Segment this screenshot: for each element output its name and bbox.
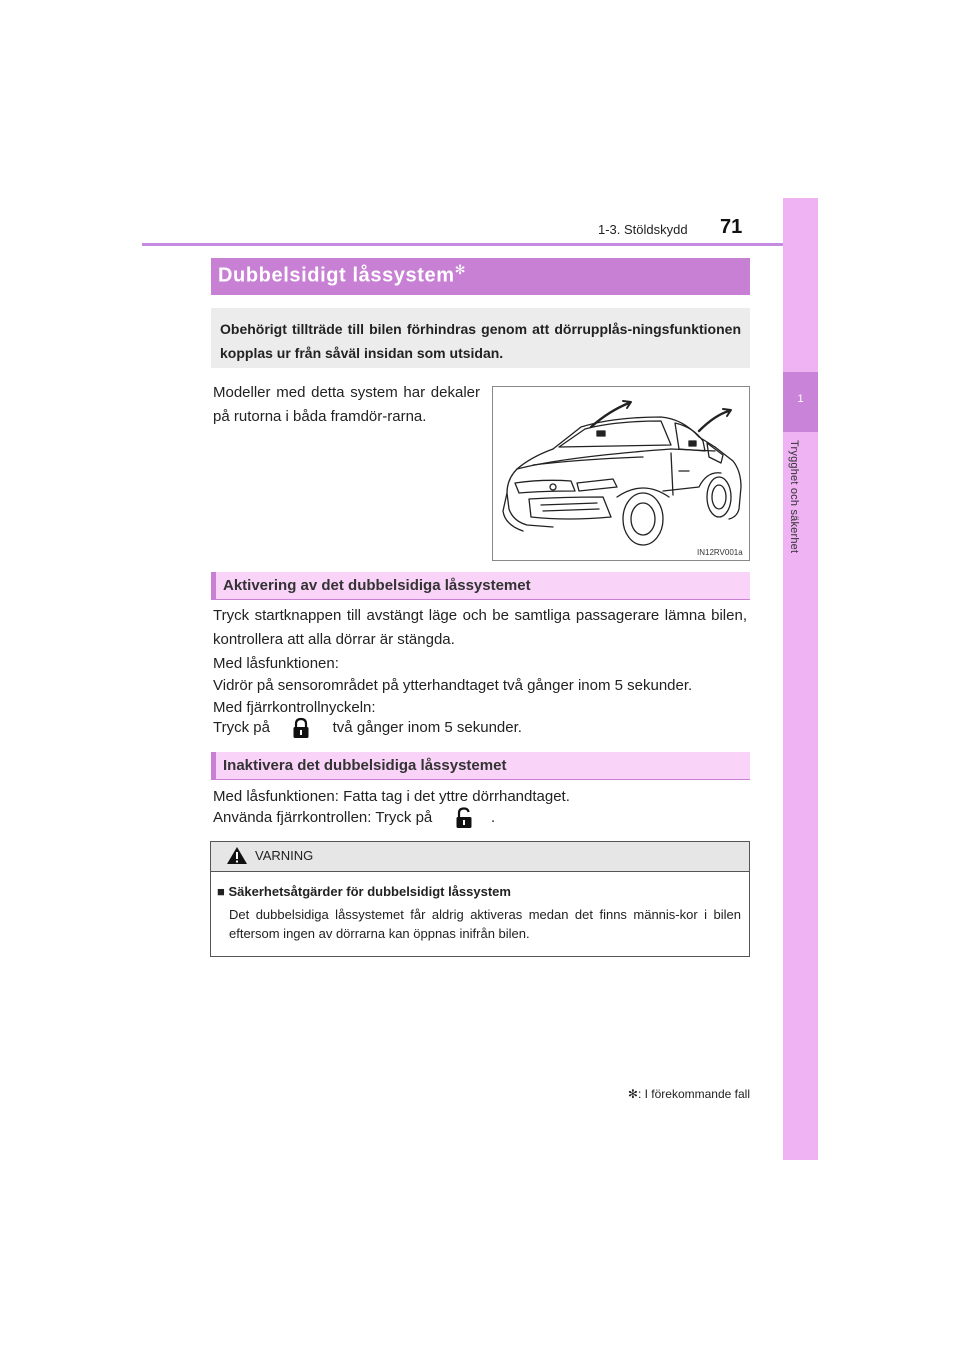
page-number: 71 xyxy=(720,216,743,238)
activate-line-1: Med låsfunktionen: xyxy=(213,655,339,672)
page-title xyxy=(218,262,466,288)
deactivate-heading-rule xyxy=(211,779,750,780)
lock-closed-icon xyxy=(290,717,312,739)
warning-item-title-text: Säkerhetsåtgärder för dubbelsidigt låssystem xyxy=(228,884,511,899)
page-title-text: Dubbelsidigt låssystem xyxy=(218,264,455,287)
figure-code: IN12RV001a xyxy=(697,548,743,557)
deactivate-line-2-before: Använda fjärrkontrollen: Tryck på xyxy=(213,809,433,826)
deactivate-heading: Inaktivera det dubbelsidiga låssystemet xyxy=(223,757,507,774)
activate-line-2: Vidrör på sensorområdet på ytterhandtaget två gånger inom 5 sekunder. xyxy=(213,677,693,694)
section-title: 1-3. Stöldskydd xyxy=(598,222,688,237)
chapter-side-tab xyxy=(783,198,818,1160)
footnote: ✻: I förekommande fall xyxy=(627,1087,750,1101)
activate-line-4-before: Tryck på xyxy=(213,719,270,736)
warning-triangle-icon xyxy=(226,846,248,870)
warning-item-title xyxy=(217,884,511,899)
description-text: Modeller med detta system har dekaler på rutorna i båda framdör-rarna. xyxy=(213,384,480,425)
activate-paragraph: Tryck startknappen till avstängt läge och be samtliga passagerare lämna bilen, kontrollera att alla dörrar är stängda. xyxy=(213,607,747,648)
activate-line-3: Med fjärrkontrollnyckeln: xyxy=(213,699,376,716)
title-marker: ✻ xyxy=(454,262,467,277)
activate-line-4 xyxy=(213,717,747,739)
warning-item-text: Det dubbelsidiga låssystemet får aldrig aktiveras medan det finns männis-kor i bilen eftersom ingen av dörrarna kan öppnas inifrån bilen. xyxy=(229,907,741,941)
car-illustration xyxy=(493,387,749,560)
chapter-number: 1 xyxy=(797,393,804,405)
activate-heading-rule xyxy=(211,599,750,600)
deactivate-line-1: Med låsfunktionen: Fatta tag i det yttre dörrhandtaget. xyxy=(213,788,570,805)
intro-box: Obehörigt tillträde till bilen förhindras genom att dörrupplås-ningsfunktionen kopplas ur från såväl insidan som utsidan. xyxy=(211,308,750,368)
activate-line-4-after: två gånger inom 5 sekunder. xyxy=(332,719,522,736)
car-figure xyxy=(492,386,750,561)
chapter-label: Trygghet och säkerhet xyxy=(788,440,800,554)
activate-heading: Aktivering av det dubbelsidiga låssystemet xyxy=(223,577,531,594)
deactivate-line-2-after: . xyxy=(490,809,496,826)
warning-bullet: ■ xyxy=(217,884,225,899)
deactivate-line-2 xyxy=(213,807,747,829)
lock-open-icon xyxy=(453,807,475,829)
header-rule xyxy=(142,243,818,246)
warning-label: VARNING xyxy=(255,848,314,863)
